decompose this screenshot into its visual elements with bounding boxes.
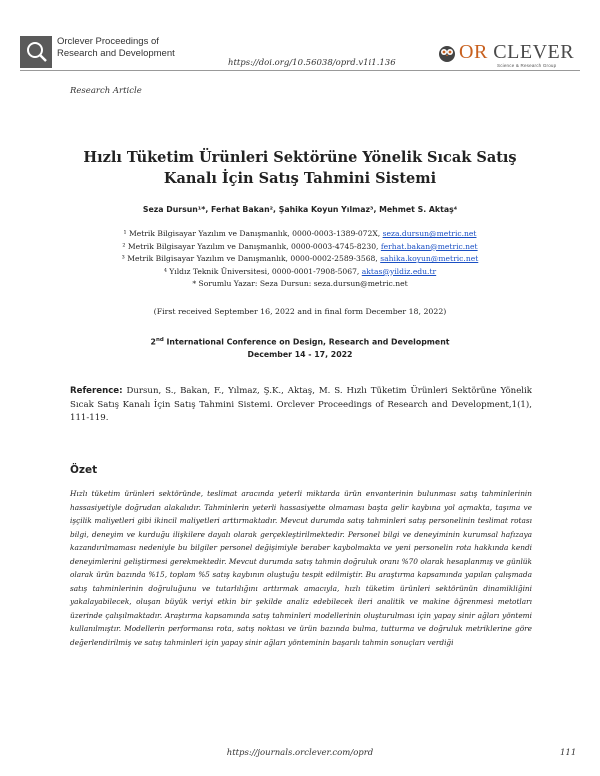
reference-label: Reference: [70, 386, 123, 396]
corresponding-author: * Sorumlu Yazar: Seza Dursun: seza.dursun@metric.net [192, 279, 408, 289]
journal-name-line2: Research and Development [57, 48, 175, 59]
article-type: Research Article [70, 86, 142, 96]
email-link[interactable]: sahika.koyun@metric.net [380, 254, 479, 264]
email-link[interactable]: ferhat.bakan@metric.net [380, 241, 478, 251]
journal-logo-icon [20, 36, 52, 68]
conference-name: 2nd International Conference on Design, Research and Development [150, 337, 450, 347]
page-number: 111 [560, 748, 577, 758]
affiliation-3: ³ Metrik Bilgisayar Yazılım ve Danışmanlık, 0000-0002-2589-3568, sahika.koyun@metric.net [121, 254, 479, 264]
journal-name [57, 36, 175, 60]
email-link[interactable]: aktas@yildiz.edu.tr [361, 266, 437, 276]
conference-info [60, 334, 540, 361]
section-heading-ozet: Özet [70, 464, 98, 476]
affiliation-2: ² Metrik Bilgisayar Yazılım ve Danışmanlık, 0000-0003-4745-8230, ferhat.bakan@metric.net [122, 241, 478, 251]
brand-subtitle: Science & Research Group [497, 63, 557, 68]
brand-wordmark [459, 41, 574, 64]
owl-logo-icon [437, 43, 457, 63]
title-line-1: Hızlı Tüketim Ürünleri Sektörüne Yönelik Sıcak Satış [83, 149, 517, 166]
brand-clever: CLEVER [493, 41, 575, 63]
footer-url[interactable]: https://journals.orclever.com/oprd [226, 748, 374, 758]
author-list: Seza Dursun¹*, Ferhat Bakan², Şahika Koyun Yılmaz³, Mehmet S. Aktaş⁴ [142, 205, 458, 214]
brand-or: OR [459, 41, 488, 63]
abstract-text: Hızlı tüketim ürünleri sektöründe, teslimat aracında yeterli miktarda ürün envanterinin bulunması satış tahminlerinin hassasiyetiyle doğrudan alakalıdır. Tahminlerin yeterli hassasiyette olmaması başta gelir kaybına yol açmakta, taşıma ve işçilik maliyetleri gibi ikincil maliyetleri arttırmaktadır. Mevcut durumda satış tahminleri satış personelinin teslimat rotası bilgi, deneyim ve kurduğu ilişkilere dayalı olarak gerçekleştirilmektedir. Personel bilgi ve deneyiminin kurumsal hafızaya kazandırılmaması nedeniyle bu bilgiler personel değişimiyle beraber kaybolmakta ve yeni personelin rota hakkında kendi deneyimlerini geliştirmesi gerekmektedir. Mevcut durumda satış tahmin doğruluk oranı %70 olarak hesaplanmış ve günlük olarak ürün bazında %15, toplam %5 satış kaybının oluştuğu tespit edilmiştir. Bu araştırma kapsamında yapılan çalışmada satış tahminlerinin doğruluğunu ve tutarlılığını arttırmak amacıyla, hızlı tüketim ürünleri sektörünün dinamikliğini yakalayabilecek, oluşan büyük veriyi etkin bir şekilde analiz edebilecek ileri analitik ve makine öğrenmesi metotları üzerinde çalışılmaktadır. Araştırma kapsamında satış tahminleri modellerinin oluşturulması için yapay sinir ağları yöntemi kullanılmıştır. Modellerin performansı rota, satış noktası ve ürün bazında bulma, tutturma ve doğruluk metriklerine göre değerlendirilmiş ve satış tahminleri için yapay sinir ağları yönteminin başarılı tahmin sonuçları verdiği [70, 489, 532, 647]
affiliation-4: ⁴ Yıldız Teknik Üniversitesi, 0000-0001-7908-5067, aktas@yildiz.edu.tr [163, 266, 437, 276]
doi-link[interactable]: https://doi.org/10.56038/oprd.v1i1.136 [228, 58, 396, 68]
reference-text: Dursun, S., Bakan, F., Yılmaz, Ş.K., Aktaş, M. S. Hızlı Tüketim Ürünleri Sektörüne Yönelik Sıcak Satış Kanalı İçin Satış Tahmini Sistemi. Orclever Proceedings of Research and Development,1(1), 111-119. [70, 386, 532, 423]
affiliations [60, 228, 540, 291]
conference-dates: December 14 - 17, 2022 [247, 349, 353, 359]
title-line-2: Kanalı İçin Satış Tahmini Sistemi [163, 170, 437, 187]
reference-block [70, 385, 532, 426]
header-divider [20, 70, 580, 71]
received-dates: (First received September 16, 2022 and in final form December 18, 2022) [153, 307, 447, 316]
journal-name-line1: Orclever Proceedings of [57, 36, 159, 47]
paper-title [60, 147, 540, 189]
email-link[interactable]: seza.dursun@metric.net [382, 229, 477, 238]
affiliation-1: ¹ Metrik Bilgisayar Yazılım ve Danışmanlık, 0000-0003-1389-072X, seza.dursun@metric.net [123, 229, 477, 238]
